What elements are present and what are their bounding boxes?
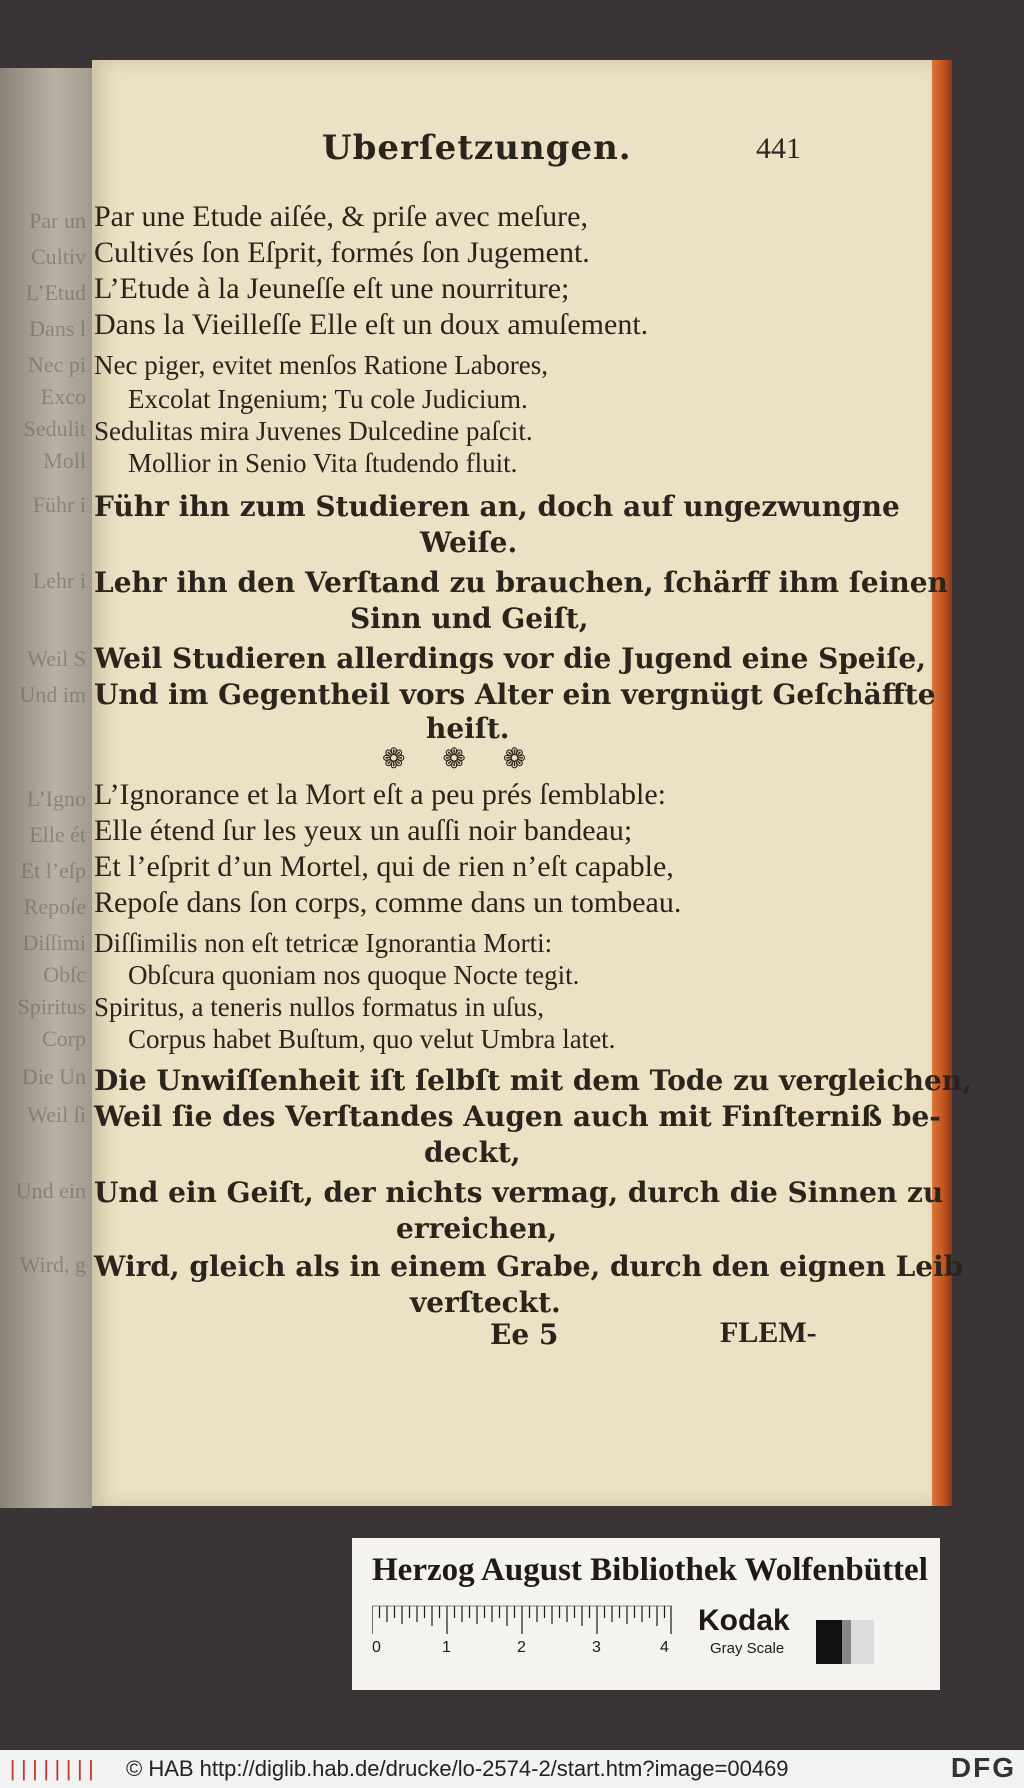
ghost-line: Lehr i <box>32 568 86 593</box>
ghost-line: Corp <box>42 1026 86 1051</box>
gray-scale-patch <box>816 1620 874 1664</box>
verse-line: Obſcura quoniam nos quoque Nocte tegit. <box>128 960 580 990</box>
library-label-card <box>352 1538 940 1690</box>
ghost-line: Moll <box>43 448 86 473</box>
verse-line: Weiſe. <box>420 526 518 559</box>
running-head: Uberſetzungen. <box>322 128 632 168</box>
ghost-line: Obſc <box>43 962 86 987</box>
verse-line: Mollior in Senio Vita ſtudendo fluit. <box>128 448 518 478</box>
ghost-line: Weil ſi <box>27 1102 86 1127</box>
ghost-line: Et l’eſp <box>20 858 86 883</box>
library-name: Herzog August Bibliothek Wolfenbüttel <box>372 1552 928 1588</box>
ghost-line: Sedulit <box>23 416 86 441</box>
page-number: 441 <box>756 132 801 165</box>
verse-line: Und im Gegentheil vors Alter ein vergnügt Geſchäffte <box>94 678 936 711</box>
verse-line: verſteckt. <box>410 1286 561 1319</box>
ghost-line: Und ein <box>15 1178 86 1203</box>
footer-bar <box>0 1750 1024 1788</box>
facing-page-edge <box>0 68 92 1508</box>
verse-line: Wird, gleich als in einem Grabe, durch den eignen Leib <box>94 1250 964 1283</box>
verse-line: Repoſe dans ſon corps, comme dans un tombeau. <box>94 886 682 919</box>
verse-line: Weil ſie des Verſtandes Augen auch mit Finſterniß be- <box>94 1100 941 1133</box>
ghost-line: Weil S <box>27 646 86 671</box>
verse-line: Nec piger, evitet menſos Ratione Labores, <box>94 350 549 380</box>
ghost-line: L’Igno <box>26 786 86 811</box>
verse-line: Diſſimilis non eſt tetricæ Ignorantia Morti: <box>94 928 553 958</box>
source-url[interactable]: © HAB http://diglib.hab.de/drucke/lo-2574-2/start.htm?image=00469 <box>126 1756 789 1781</box>
ruler-number: 3 <box>592 1639 601 1654</box>
ghost-line: Nec pi <box>27 352 86 377</box>
verse-line: erreichen, <box>396 1212 558 1245</box>
verse-line: Par une Etude aiſée, & priſe avec meſure, <box>94 200 588 233</box>
ruler-number: 0 <box>372 1639 381 1654</box>
ruler-number: 4 <box>660 1639 669 1654</box>
kodak-logo: Kodak <box>698 1604 790 1637</box>
verse-line: Lehr ihn den Verſtand zu brauchen, ſchärff ihm ſeinen <box>94 566 948 599</box>
ghost-line: Und im <box>19 682 86 707</box>
verse-line: Weil Studieren allerdings vor die Jugend eine Speiſe, <box>94 642 926 675</box>
catchword: FLEM- <box>720 1316 817 1349</box>
ghost-line: Diſſimi <box>22 930 86 955</box>
ghost-line: Cultiv <box>30 244 86 269</box>
gray-scale-label: Gray Scale <box>710 1640 785 1657</box>
verse-line: L’Ignorance et la Mort eſt a peu prés ſemblable: <box>94 778 667 811</box>
verse-line: Führ ihn zum Studieren an, doch auf ungezwungne <box>94 490 900 523</box>
ghost-line: Dans l <box>29 316 86 341</box>
verse-line: Und ein Geiſt, der nichts vermag, durch die Sinnen zu <box>94 1176 944 1209</box>
verse-line: Die Unwiſſenheit iſt ſelbſt mit dem Tode zu vergleichen, <box>94 1064 972 1097</box>
verse-line: L’Etude à la Jeuneſſe eſt une nourriture; <box>94 272 570 305</box>
verse-line: heiſt. <box>426 712 510 745</box>
ghost-line: Repoſe <box>23 894 86 919</box>
verse-line: Cultivés ſon Eſprit, formés ſon Jugement. <box>94 236 590 269</box>
ruler-number: 1 <box>442 1639 451 1654</box>
verse-line: Sedulitas mira Juvenes Dulcedine paſcit. <box>94 416 533 446</box>
ghost-line: Führ i <box>32 492 86 517</box>
verse-line: Et l’eſprit d’un Mortel, qui de rien n’eſt capable, <box>94 850 674 883</box>
ghost-line: Spiritus <box>17 994 86 1019</box>
ghost-line: L’Etud <box>25 280 86 305</box>
ghost-line: Exco <box>40 384 86 409</box>
verse-line: Spiritus, a teneris nullos formatus in uſus, <box>94 992 544 1022</box>
ruler-number: 2 <box>517 1639 526 1654</box>
verse-line: Elle étend ſur les yeux un auſſi noir bandeau; <box>94 814 633 847</box>
ghost-line: Elle ét <box>29 822 86 847</box>
verse-line: Dans la Vieilleſſe Elle eſt un doux amuſement. <box>94 308 649 341</box>
verse-line: Sinn und Geiſt, <box>350 602 589 635</box>
verse-line: Excolat Ingenium; Tu cole Judicium. <box>128 384 528 414</box>
hab-logo-icon: |||||||| <box>6 1758 96 1783</box>
ghost-line: Die Un <box>21 1064 86 1089</box>
ornament-divider: ❁ ❁ ❁ <box>382 742 541 775</box>
signature-mark: Ee 5 <box>490 1318 559 1351</box>
ghost-line: Par un <box>29 208 86 233</box>
ruler-scale <box>372 1604 672 1654</box>
verse-line: deckt, <box>424 1136 521 1169</box>
ghost-line: Wird, g <box>19 1252 86 1277</box>
page-edge-red <box>932 60 952 1506</box>
dfg-logo: DFG <box>950 1752 1016 1783</box>
verse-line: Corpus habet Buſtum, quo velut Umbra latet. <box>128 1024 616 1054</box>
